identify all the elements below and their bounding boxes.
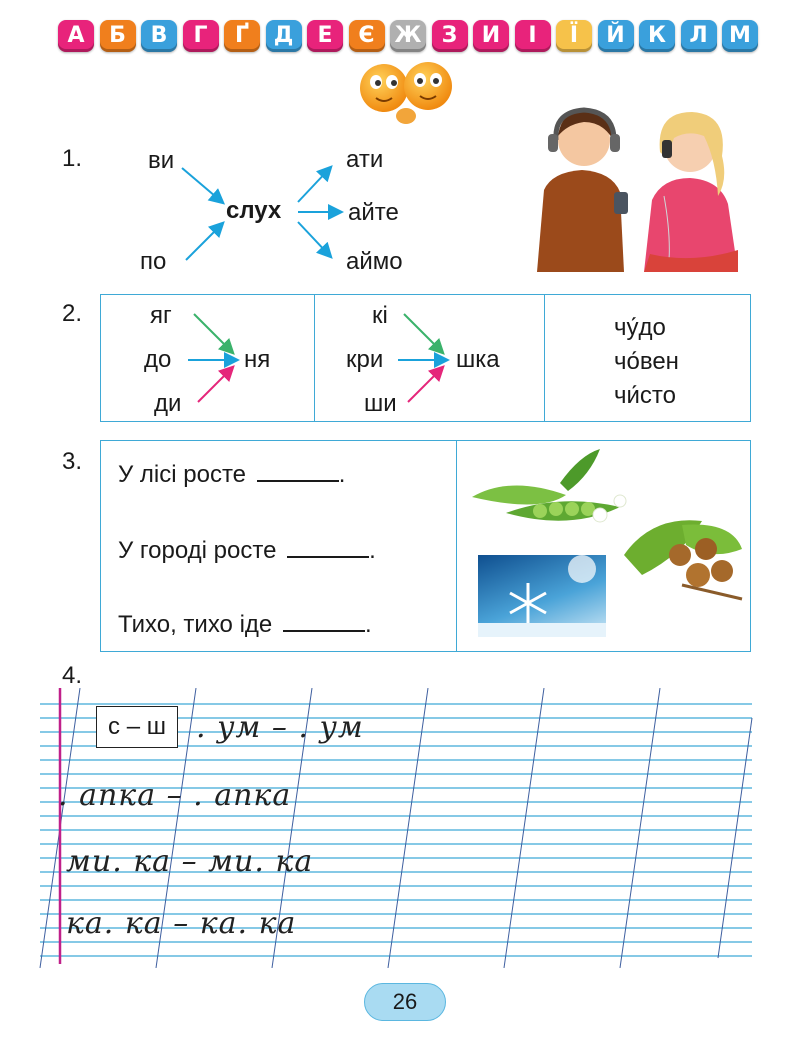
cursive-line-3: ми. ка – ми. ка bbox=[66, 844, 314, 879]
alphabet-letter: Е bbox=[307, 20, 343, 52]
alphabet-letter: Й bbox=[598, 20, 634, 52]
alphabet-letter: Л bbox=[681, 20, 717, 52]
table-divider bbox=[544, 294, 545, 422]
kids-illustration bbox=[532, 100, 744, 272]
alphabet-letter: Г bbox=[183, 20, 219, 52]
smileys-illustration bbox=[354, 60, 464, 130]
alphabet-letter: Ґ bbox=[224, 20, 260, 52]
alphabet-letter: З bbox=[432, 20, 468, 52]
alphabet-row bbox=[58, 20, 758, 52]
answer-blank bbox=[257, 460, 339, 482]
exercise-2-arrows-2 bbox=[394, 310, 454, 410]
sentence-period: . bbox=[338, 461, 346, 488]
syllable: яг bbox=[150, 302, 172, 329]
syllable-ending: шка bbox=[456, 346, 500, 373]
answer-blank bbox=[287, 536, 369, 558]
syllable: кри bbox=[346, 346, 384, 373]
table-divider bbox=[314, 294, 315, 422]
alphabet-letter: Ж bbox=[390, 20, 426, 52]
alphabet-letter: И bbox=[473, 20, 509, 52]
exercise-1-arrows bbox=[170, 160, 350, 270]
sentence-text: У лісі росте bbox=[118, 461, 247, 488]
syllable: до bbox=[144, 346, 172, 373]
syllable: кі bbox=[372, 302, 388, 329]
stressed-word: чо́вен bbox=[614, 348, 679, 375]
page-number: 26 bbox=[364, 983, 446, 1021]
alphabet-letter: Є bbox=[349, 20, 385, 52]
syllable-ending: ня bbox=[244, 346, 271, 373]
alphabet-letter: І bbox=[515, 20, 551, 52]
exercise-2-arrows-1 bbox=[184, 310, 244, 410]
root-word: слух bbox=[226, 197, 282, 224]
sentence-3 bbox=[118, 610, 372, 639]
alphabet-letter: Б bbox=[100, 20, 136, 52]
cursive-line-4: ка. ка – ка. ка bbox=[66, 906, 297, 941]
cursive-line-2: . апка – . апка bbox=[58, 778, 292, 813]
sentence-2 bbox=[118, 536, 376, 565]
sentence-text: У городі росте bbox=[118, 537, 277, 564]
cursive-line-1: . ум – . ум bbox=[196, 710, 364, 745]
ending-1: ати bbox=[346, 146, 384, 173]
sentence-1 bbox=[118, 460, 345, 489]
sentence-period: . bbox=[364, 611, 372, 638]
exercise-1-number: 1. bbox=[62, 145, 83, 172]
prefix-bottom: по bbox=[140, 248, 167, 275]
snowflake-picture bbox=[478, 555, 606, 637]
alphabet-letter: В bbox=[141, 20, 177, 52]
prefix-top: ви bbox=[148, 147, 175, 174]
stressed-word: чу́до bbox=[614, 314, 666, 341]
ending-3: аймо bbox=[346, 248, 403, 275]
alphabet-letter: К bbox=[639, 20, 675, 52]
exercise-4-number: 4. bbox=[62, 662, 83, 689]
alphabet-letter: Ї bbox=[556, 20, 592, 52]
exercise-2-number: 2. bbox=[62, 300, 83, 327]
ending-2: айте bbox=[348, 199, 399, 226]
box-divider bbox=[456, 440, 457, 652]
peas-picture bbox=[470, 445, 640, 535]
answer-blank bbox=[283, 610, 365, 632]
letter-pair-box: с – ш bbox=[96, 706, 178, 748]
alphabet-letter: М bbox=[722, 20, 758, 52]
sentence-text: Тихо, тихо іде bbox=[118, 611, 273, 638]
hazelnut-picture bbox=[622, 515, 746, 607]
alphabet-letter: А bbox=[58, 20, 94, 52]
syllable: ди bbox=[154, 390, 182, 417]
exercise-3-number: 3. bbox=[62, 448, 83, 475]
alphabet-letter: Д bbox=[266, 20, 302, 52]
syllable: ши bbox=[364, 390, 397, 417]
stressed-word: чи́сто bbox=[614, 382, 676, 409]
sentence-period: . bbox=[369, 537, 376, 564]
